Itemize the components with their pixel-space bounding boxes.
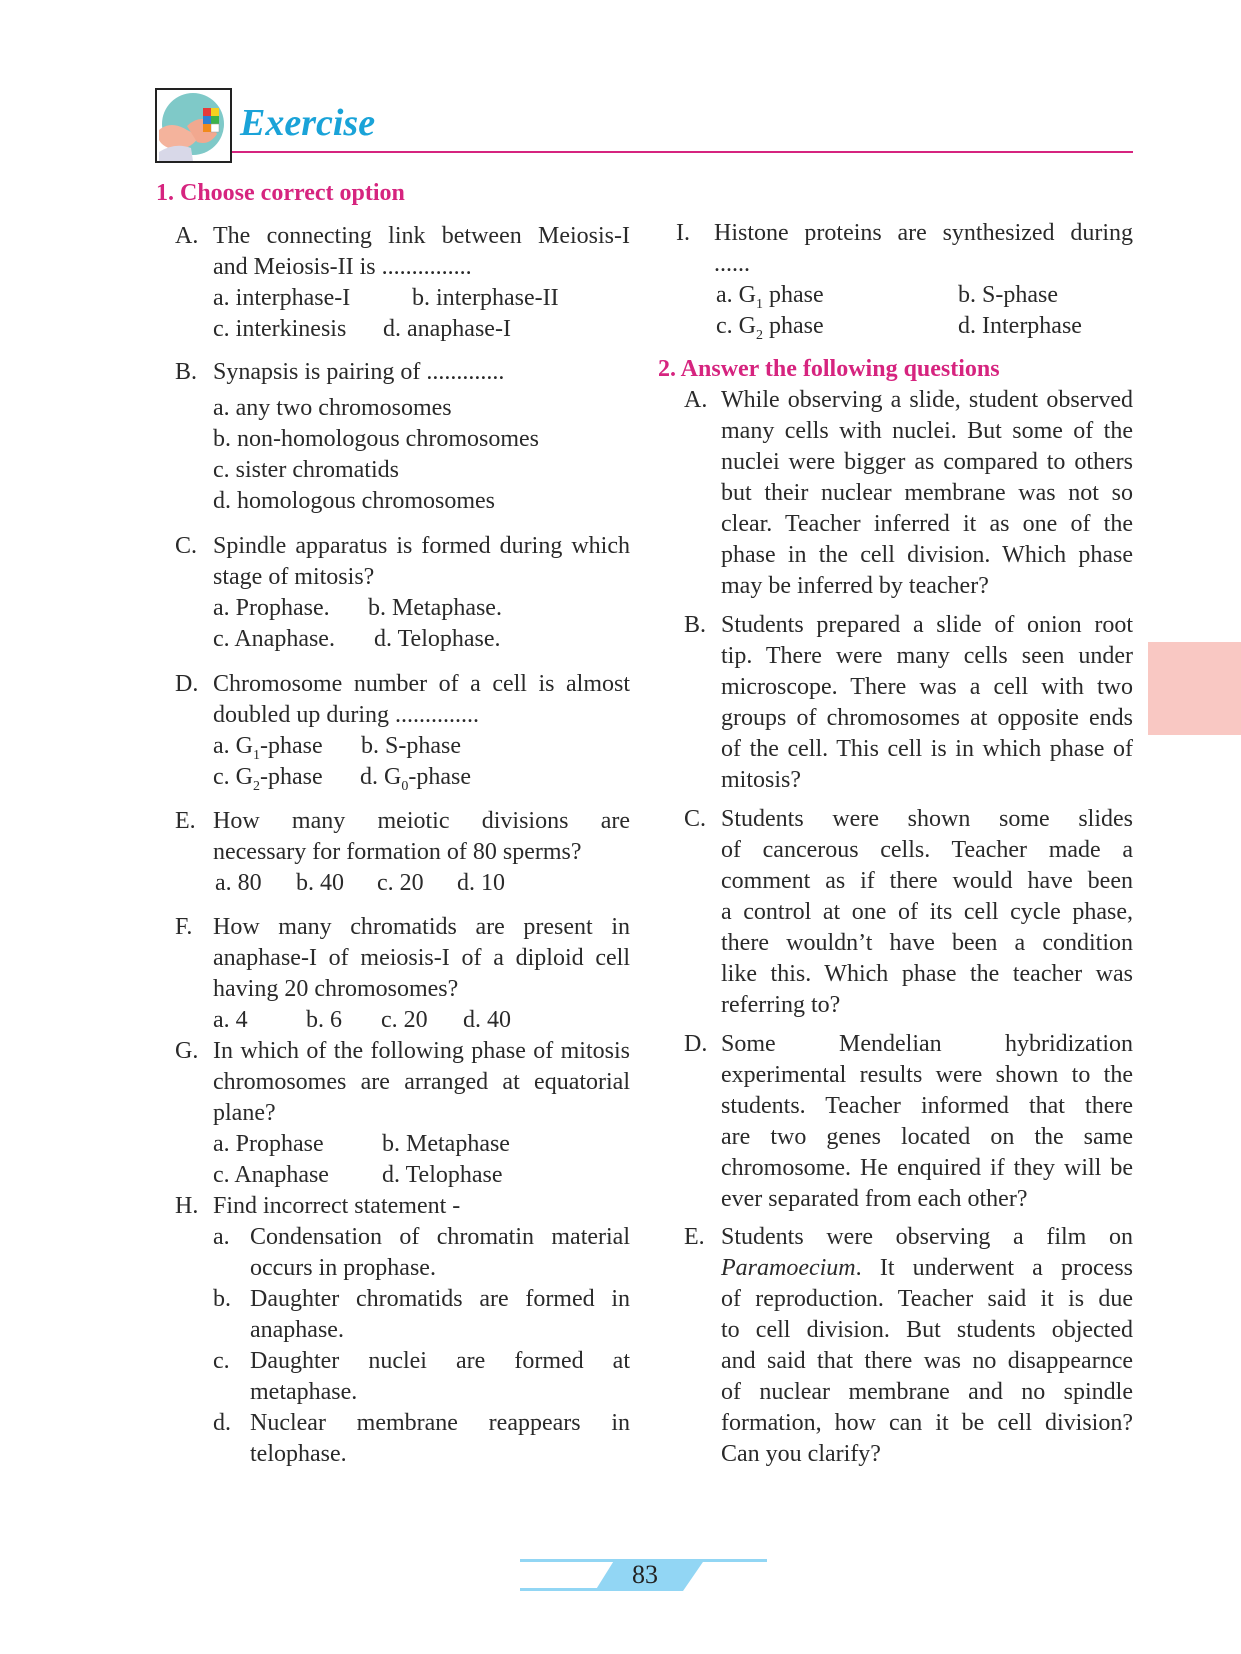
question-letter: H. <box>175 1193 199 1219</box>
question-2c: C. Students were shown some slides of cancerous cells. Teacher made a comment as if there would have been a control at one of its cell cycle phase, there wouldn’t have been a condition like this. Which phase the teacher was referring to? <box>684 806 1133 1018</box>
question-1e <box>175 806 630 896</box>
section2-heading: 2. Answer the following questions <box>658 356 1000 382</box>
question-letter: A. <box>684 387 708 413</box>
option: b. S-phase <box>361 733 461 759</box>
option: b. S-phase <box>958 282 1058 308</box>
question-text: doubled up during .............. <box>213 702 479 728</box>
question-1f <box>175 912 630 1033</box>
question-text: chromosomes are arranged at equatorial <box>213 1069 630 1095</box>
option: c. interkinesis <box>213 316 347 342</box>
option: b. Metaphase. <box>368 595 502 621</box>
question-letter: B. <box>175 359 198 385</box>
option: d. $G_0$-phase <box>360 764 471 794</box>
option: b. interphase-II <box>412 285 559 311</box>
section1-heading: 1. Choose correct option <box>156 180 405 206</box>
question-letter: F. <box>175 914 193 940</box>
question-text: In which of the following phase of mitosis <box>213 1038 630 1064</box>
option: b. 6 <box>306 1007 342 1033</box>
option: a. $G_1$-phase <box>213 733 323 763</box>
option: a. Prophase. <box>213 595 330 621</box>
question-1g <box>175 1036 630 1188</box>
question-2e: E. Students were observing a film on Paramoecium. It underwent a process of reproduction. Teacher said it is due to cell division. But students objected and said that there was no disappearnce of nuclear membrane and no spindle formation, how can it be cell division? Can you clarify? <box>684 1224 1133 1467</box>
option: c. 20 <box>377 870 424 896</box>
option: c. Anaphase. <box>213 626 335 652</box>
question-text: plane? <box>213 1100 276 1126</box>
question-text: How many meiotic divisions are <box>213 808 630 834</box>
question-1d <box>175 669 630 794</box>
option: d. Telophase <box>382 1162 503 1188</box>
option: b. 40 <box>296 870 344 896</box>
option: a. interphase-I <box>213 285 351 311</box>
question-letter: G. <box>175 1038 199 1064</box>
question-text: necessary for formation of 80 sperms? <box>213 839 582 865</box>
question-1h <box>175 1191 630 1467</box>
list-item: b. Daughter chromatids are formed in anaphase. <box>213 1286 630 1343</box>
question-letter: E. <box>684 1224 705 1250</box>
exercise-logo-icon <box>155 88 232 163</box>
question-2a: A. While observing a slide, student observed many cells with nuclei. But some of the nuclei were bigger as compared to others but their nuclear membrane was not so clear. Teacher inferred it as one of the phase in the cell division. Which phase may be inferred by teacher? <box>684 387 1133 599</box>
option: b. non-homologous chromosomes <box>213 426 539 452</box>
option: a. Prophase <box>213 1131 324 1157</box>
option: d. anaphase-I <box>383 316 511 342</box>
question-letter: C. <box>175 533 198 559</box>
question-text: Spindle apparatus is formed during which <box>213 533 630 559</box>
question-text: having 20 chromosomes? <box>213 976 459 1002</box>
option: d. Telophase. <box>374 626 501 652</box>
option: d. homologous chromosomes <box>213 488 495 514</box>
option: c. Anaphase <box>213 1162 329 1188</box>
question-text: anaphase-I of meiosis-I of a diploid cell <box>213 945 630 971</box>
question-letter: I. <box>676 220 690 246</box>
question-2d: D. Some Mendelian hybridization experimental results were shown to the students. Teacher informed that there are two genes located on the same chromosome. He enquired if they will be ever separated from each other? <box>684 1031 1133 1212</box>
question-letter: E. <box>175 808 196 834</box>
question-2b: B. Students prepared a slide of onion root tip. There were many cells seen under microscope. There was a cell with two groups of chromosomes at opposite ends of the cell. This cell is in which phase of mitosis? <box>684 612 1133 793</box>
page-number: 83 <box>632 1560 658 1589</box>
list-item: a. Condensation of chromatin material occurs in prophase. <box>213 1224 630 1281</box>
question-letter: D. <box>684 1031 708 1057</box>
option: c. 20 <box>381 1007 428 1033</box>
question-1a <box>175 221 630 342</box>
question-1b <box>175 357 630 514</box>
question-text: Histone proteins are synthesized during <box>714 220 1133 246</box>
page-title: Exercise <box>240 102 376 144</box>
question-letter: A. <box>175 223 199 249</box>
option: c. sister chromatids <box>213 457 399 483</box>
question-text: Find incorrect statement - <box>213 1193 461 1219</box>
list-item: d. Nuclear membrane reappears in telophase. <box>213 1410 630 1467</box>
option: d. 10 <box>457 870 505 896</box>
question-letter: C. <box>684 806 707 832</box>
question-text: and Meiosis-II is ............... <box>213 254 472 280</box>
option: c. $G_2$ phase <box>716 313 824 343</box>
option: a. any two chromosomes <box>213 395 452 421</box>
question-text: How many chromatids are present in <box>213 914 630 940</box>
statement-list <box>213 1222 630 1470</box>
option: a. $G_1$ phase <box>716 282 824 312</box>
option: d. Interphase <box>958 313 1082 339</box>
option: a. 4 <box>213 1007 248 1033</box>
question-text: ...... <box>714 251 750 277</box>
question-text: The connecting link between Meiosis-I <box>213 223 630 249</box>
question-text: Chromosome number of a cell is almost <box>213 671 630 697</box>
option: c. $G_2$-phase <box>213 764 323 794</box>
question-text: stage of mitosis? <box>213 564 375 590</box>
list-item: c. Daughter nuclei are formed at metaphase. <box>213 1348 630 1405</box>
option: a. 80 <box>215 870 262 896</box>
question-1i <box>676 218 1133 343</box>
option: d. 40 <box>463 1007 511 1033</box>
question-text: Synapsis is pairing of ............. <box>213 359 505 385</box>
chapter-side-tab <box>1148 642 1241 735</box>
question-1c <box>175 531 630 652</box>
question-letter: D. <box>175 671 199 697</box>
question-letter: B. <box>684 612 707 638</box>
header-divider <box>232 151 1133 153</box>
option: b. Metaphase <box>382 1131 510 1157</box>
